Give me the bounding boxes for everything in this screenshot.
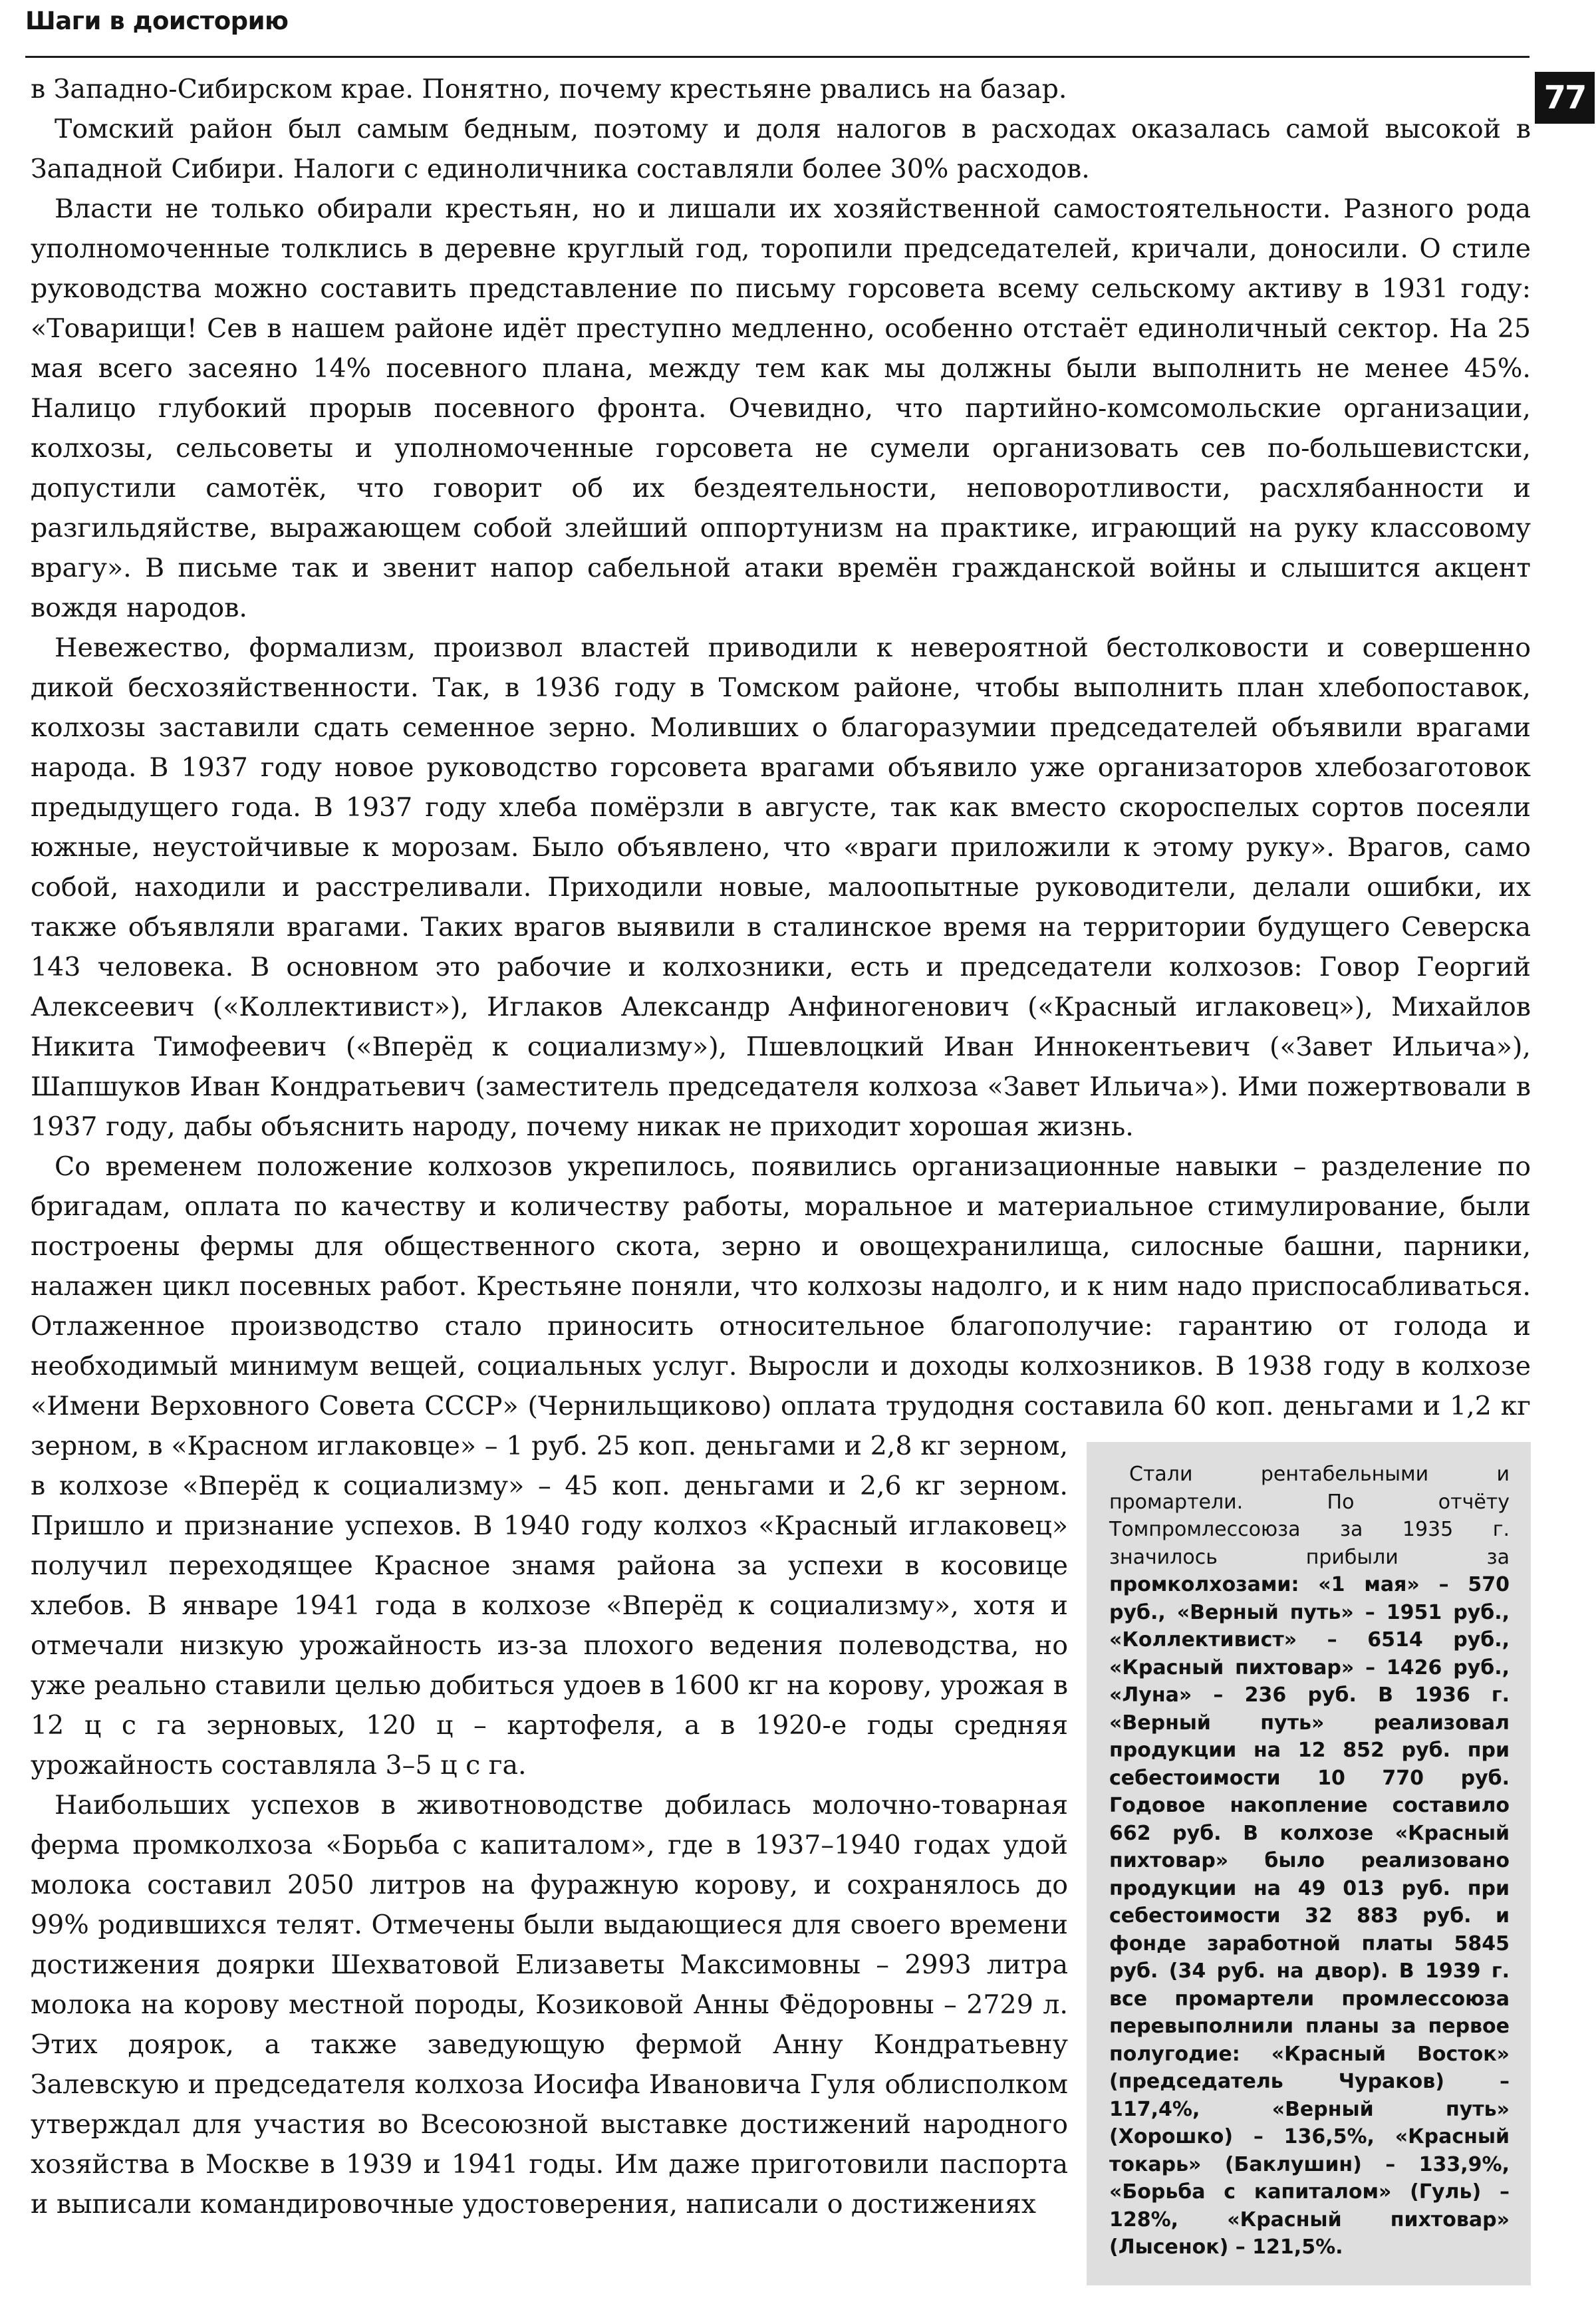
page-number: 77	[1535, 72, 1595, 124]
header-divider	[25, 56, 1530, 58]
paragraph-1: в Западно-Сибирском крае. Понятно, почему крестьяне рвались на базар.	[31, 74, 1067, 104]
paragraph-5-part-b: деньгами и 1,2 кг зерном, в «Красном иглаковце» – 1 руб. 25 коп. деньгами и 2,8 кг зерном, в колхозе «Вперёд к социализму» – 45 коп. деньгами и 2,6 кг зерном. Пришло и признание успехов. В 1940 году колхоз «Красный иглаковец» получил переходящее Красное знамя района за успехи в косовице хлебов. В январе 1941 года в колхозе «Вперёд к социализму», хотя и отмечали низкую урожайность из-за плохого ведения полеводства, но уже реально ставили целью добиться удоев в 1600 кг на корову, урожая в 12 ц с га зерновых, 120 ц – картофеля, а в 1920-е годы средняя урожайность составляла 3–5 ц с га.	[31, 1391, 1531, 1781]
paragraph-2: Томский район был самым бедным, поэтому и доля налогов в расходах оказалась самой высокой в Западной Сибири. Налоги с единоличника составляли более 30% расходов.	[31, 114, 1531, 184]
paragraph-6: Наибольших успехов в животноводстве добилась молочно-товарная ферма промколхоза «Борьба с капиталом», где в 1937–1940 годах удой молока составил 2050 литров на фуражную корову, и сохранялось до 99% родившихся телят. Отмечены были выдающиеся для своего времени достижения доярки Шехватовой Елизаветы Максимовны – 2993 литра молока на корову местной породы, Козиковой Анны Фёдоровны – 2729 л. Этих доярок, а также заведующую фермой Анну Кондратьевну Залевскую и председателя колхоза Иосифа Ивановича Гуля облисполком утверждал для участия во Всесоюзной выставке достижений народного хозяйства в Москве в 1939 и 1941 годы. Им даже приготовили паспорта и выписали командировочные удостоверения, написали о достижениях	[31, 1790, 1068, 2220]
paragraph-3: Власти не только обирали крестьян, но и лишали их хозяйственной самостоятельности. Разного рода уполномоченные толклись в деревне круглый год, торопили председателей, кричали, доносили. О стиле руководства можно составить представление по письму горсовета всему сельскому активу в 1931 году: «Товарищи! Сев в нашем районе идёт преступно медленно, особенно отстаёт единоличный сектор. На 25 мая всего засеяно 14% посевного плана, между тем как мы должны были выполнить не менее 45%. Налицо глубокий прорыв посевного фронта. Очевидно, что партийно-комсомольские организации, колхозы, сельсоветы и уполномоченные горсовета не сумели организовать сев по-большевистски, допустили самотёк, что говорит об их бездеятельности, неповоротливости, расхлябанности и разгильдяйстве, выражающем собой злейший оппортунизм на практике, играющий на руку классовому врагу». В письме так и звенит напор сабельной атаки времён гражданской войны и слышится акцент вождя народов.	[31, 194, 1531, 623]
sidebar-details: промколхозами: «1 мая» – 570 руб., «Верный путь» – 1951 руб., «Коллективист» – 6514 руб., «Красный пихтовар» – 1426 руб., «Луна» – 236 руб. В 1936 г. «Верный путь» реализовал продукции на 12 852 руб. при себестоимости 10 770 руб. Годовое накопление составило 662 руб. В колхозе «Красный пихтовар» было реализовано продукции на 49 013 руб. при себестоимости 32 883 руб. и фонде заработной платы 5845 руб. (34 руб. на двор). В 1939 г. все промартели промлессоюза перевыполнили планы за первое полугодие: «Красный Восток» (председатель Чураков) – 117,4%, «Верный путь» (Хорошко) – 136,5%, «Красный токарь» (Баклушин) – 133,9%, «Борьба с капиталом» (Гуль) – 128%, «Красный пихтовар» (Лысенок) – 121,5%.	[1109, 1573, 1510, 2259]
sidebar-box	[1087, 1442, 1531, 2285]
sidebar-text	[1109, 1461, 1510, 2261]
sidebar-intro: Стали рентабельными и промартели. По отчёту Томпромлессоюза за 1935 г. значилось прибыли за	[1109, 1463, 1510, 1569]
paragraph-4: Невежество, формализм, произвол властей приводили к невероятной бестолковости и совершенно дикой бесхозяйственности. Так, в 1936 году в Томском районе, чтобы выполнить план хлебопоставок, колхозы заставили сдать семенное зерно. Моливших о благоразумии председателей объявили врагами народа. В 1937 году новое руководство горсовета врагами объявило уже организаторов хлебозаготовок предыдущего года. В 1937 году хлеба помёрзли в августе, так как вместо скороспелых сортов посеяли южные, неустойчивые к морозам. Было объявлено, что «враги приложили к этому руку». Врагов, само собой, находили и расстреливали. Приходили новые, малоопытные руководители, делали ошибки, их также объявляли врагами. Таких врагов выявили в сталинское время на территории будущего Северска 143 человека. В основном это рабочие и колхозники, есть и председатели колхозов: Говор Георгий Алексеевич («Коллективист»), Иглаков Александр Анфиногенович («Красный иглаковец»), Михайлов Никита Тимофеевич («Вперёд к социализму»), Пшевлоцкий Иван Иннокентьевич («Завет Ильича»), Шапшуков Иван Кондратьевич (заместитель председателя колхоза «Завет Ильича»). Ими пожертвовали в 1937 году, дабы объяснить народу, почему никак не приходит хорошая жизнь.	[31, 633, 1531, 1142]
running-header-title: Шаги в доисторию	[25, 7, 289, 35]
paragraph-5-part-a: Со временем положение колхозов укрепилось, появились организационные навыки – разделение по бригадам, оплата по качеству и количеству работы, моральное и материальное стимулирование, были построены фермы для общественного скота, зерно и овощехранилища, силосные башни, парники, налажен цикл посевных работ. Крестьяне поняли, что колхозы надолго, и к ним надо приспосабливаться. Отлаженное производство стало приносить относительное благополучие: гарантию от голода и необходимый минимум вещей, социальных услуг. Выросли и доходы колхозников. В 1938 году в колхозе «Имени Верховного Совета СССР» (Чернильщиково) оплата трудодня составила 60 коп.	[31, 1151, 1531, 1421]
article-body	[31, 69, 1531, 2285]
